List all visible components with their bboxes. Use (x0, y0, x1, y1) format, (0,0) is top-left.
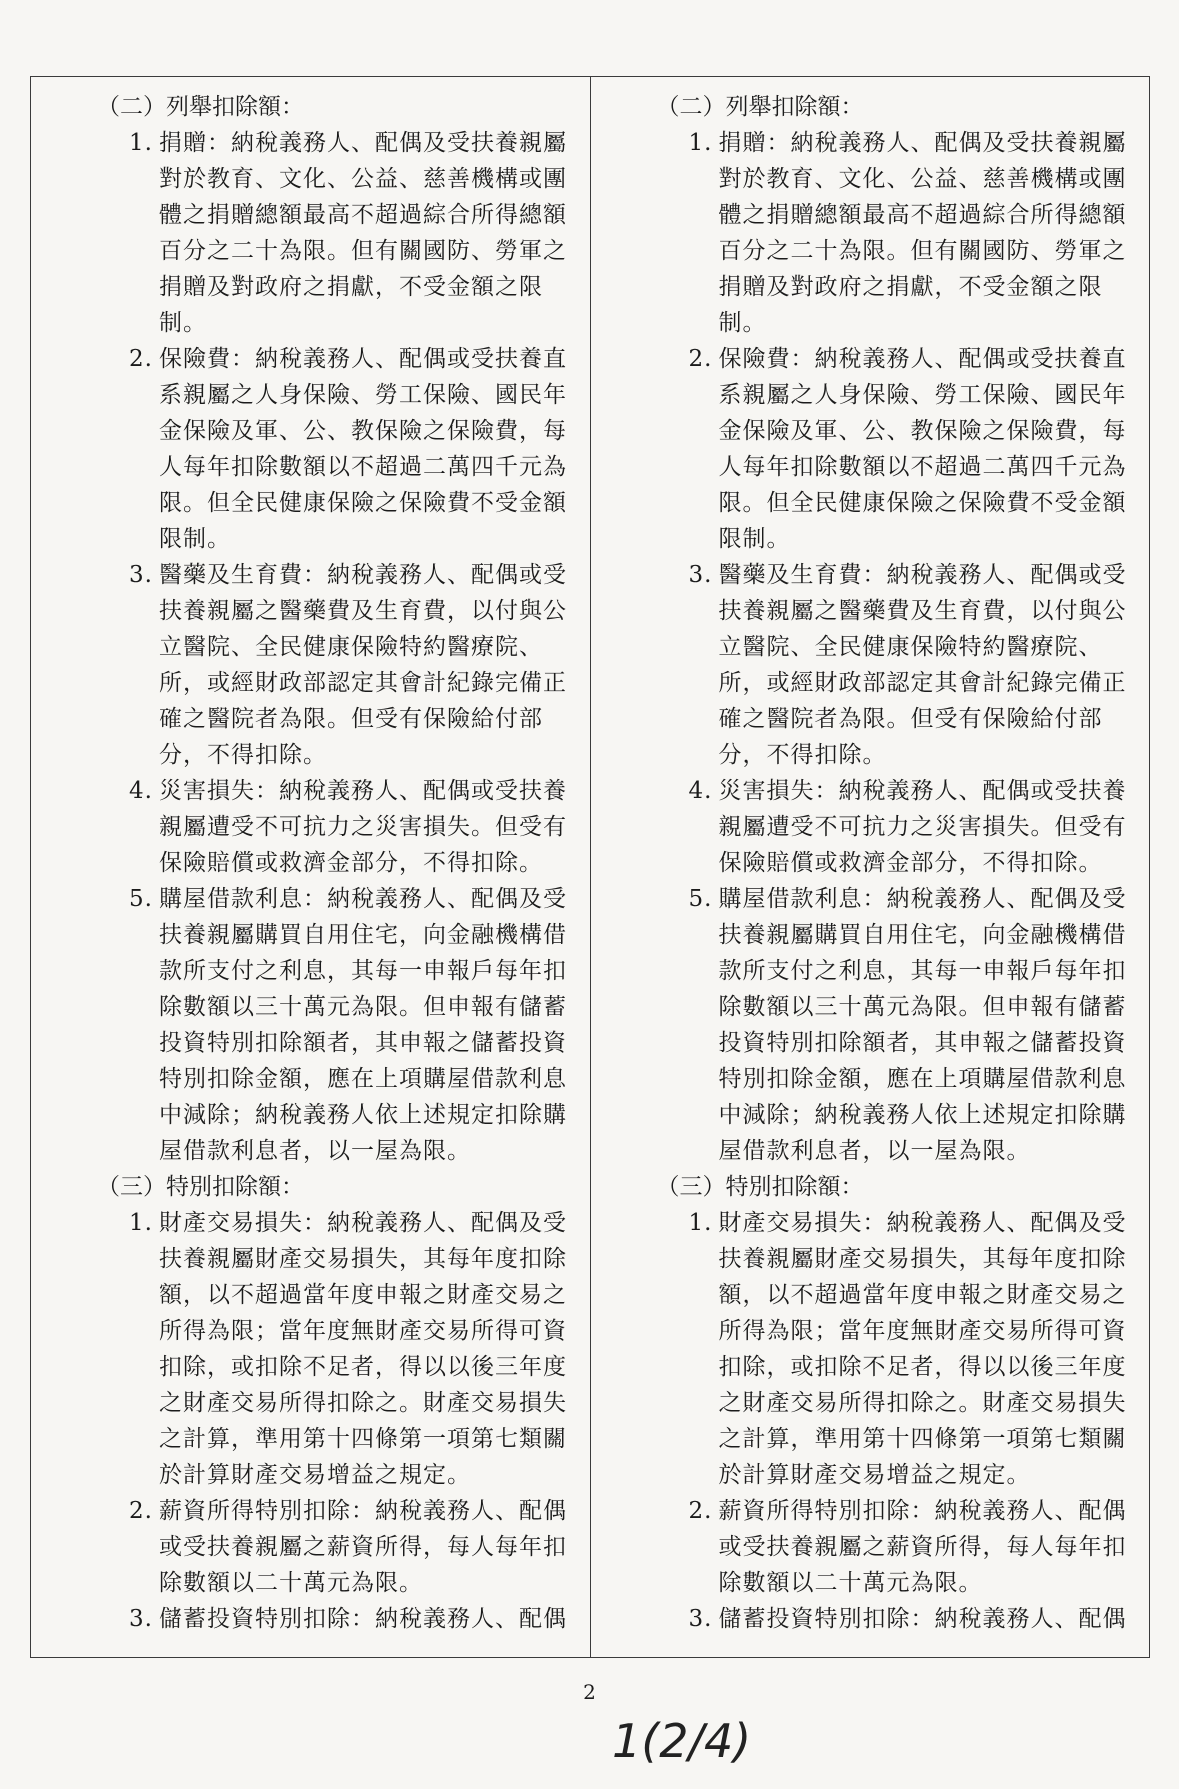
item-text: 購屋借款利息：納稅義務人、配偶及受扶養親屬購買自用住宅，向金融機構借款所支付之利息，其每一申報戶每年扣除數額以三十萬元為限。但申報有儲蓄投資特別扣除額者，其申報之儲蓄投資特別扣除金額，應在上項購屋借款利息中減除；納稅義務人依上述規定扣除購屋借款利息者，以一屋為限。 (718, 886, 1127, 1164)
list-item (129, 557, 576, 773)
item-number: 3. (688, 1606, 713, 1632)
list-item (129, 773, 576, 881)
right-column (590, 77, 1150, 1657)
list-item (129, 881, 576, 1169)
item-number: 2. (688, 346, 713, 372)
item-number: 5. (129, 886, 153, 912)
list-item (689, 1205, 1136, 1493)
list-item (689, 557, 1136, 773)
item-text: 災害損失：納稅義務人、配偶或受扶養親屬遭受不可抗力之災害損失。但受有保險賠償或救濟金部分，不得扣除。 (159, 778, 567, 876)
item-text: 保險費：納稅義務人、配偶或受扶養直系親屬之人身保險、勞工保險、國民年金保險及軍、公、教保險之保險費，每人每年扣除數額以不超過二萬四千元為限。但全民健康保險之保險費不受金額限制。 (159, 346, 567, 552)
list-item (129, 125, 576, 341)
item-text: 儲蓄投資特別扣除：納稅義務人、配偶 (718, 1606, 1127, 1632)
item-text: 儲蓄投資特別扣除：納稅義務人、配偶 (159, 1606, 567, 1632)
item-text: 保險費：納稅義務人、配偶或受扶養直系親屬之人身保險、勞工保險、國民年金保險及軍、公、教保險之保險費，每人每年扣除數額以不超過二萬四千元為限。但全民健康保險之保險費不受金額限制。 (718, 346, 1127, 552)
item-number: 1. (129, 1210, 153, 1236)
item-text: 購屋借款利息：納稅義務人、配偶及受扶養親屬購買自用住宅，向金融機構借款所支付之利息，其每一申報戶每年扣除數額以三十萬元為限。但申報有儲蓄投資特別扣除額者，其申報之儲蓄投資特別扣除金額，應在上項購屋借款利息中減除；納稅義務人依上述規定扣除購屋借款利息者，以一屋為限。 (159, 886, 567, 1164)
handwritten-annotation: 1(2/4) (612, 1714, 752, 1768)
list-item (689, 125, 1136, 341)
list-item (129, 1205, 576, 1493)
section-heading: （三）特別扣除額： (656, 1174, 864, 1200)
item-number: 2. (129, 1498, 153, 1524)
item-number: 3. (688, 562, 713, 588)
item-text: 財產交易損失：納稅義務人、配偶及受扶養親屬財產交易損失，其每年度扣除額，以不超過當年度申報之財產交易之所得為限；當年度無財產交易所得可資扣除，或扣除不足者，得以以後三年度之財產交易所得扣除之。財產交易損失之計算，準用第十四條第一項第七類關於計算財產交易增益之規定。 (159, 1210, 567, 1488)
list-item (689, 1601, 1136, 1637)
item-text: 財產交易損失：納稅義務人、配偶及受扶養親屬財產交易損失，其每年度扣除額，以不超過當年度申報之財產交易之所得為限；當年度無財產交易所得可資扣除，或扣除不足者，得以以後三年度之財產交易所得扣除之。財產交易損失之計算，準用第十四條第一項第七類關於計算財產交易增益之規定。 (718, 1210, 1127, 1488)
item-text: 薪資所得特別扣除：納稅義務人、配偶或受扶養親屬之薪資所得，每人每年扣除數額以二十萬元為限。 (718, 1498, 1127, 1596)
section-heading: （二）列舉扣除額： (97, 94, 304, 120)
section-heading: （三）特別扣除額： (97, 1174, 304, 1200)
item-number: 2. (688, 1498, 713, 1524)
item-number: 2. (129, 346, 153, 372)
item-text: 捐贈：納稅義務人、配偶及受扶養親屬對於教育、文化、公益、慈善機構或團體之捐贈總額最高不超過綜合所得總額百分之二十為限。但有關國防、勞軍之捐贈及對政府之捐獻，不受金額之限制。 (159, 130, 567, 336)
left-column (31, 77, 590, 1657)
item-number: 1. (129, 130, 153, 156)
item-number: 4. (688, 778, 713, 804)
item-number: 3. (129, 1606, 153, 1632)
item-number: 4. (129, 778, 153, 804)
item-number: 1. (688, 130, 713, 156)
list-item (689, 881, 1136, 1169)
list-item (129, 341, 576, 557)
item-text: 醫藥及生育費：納稅義務人、配偶或受扶養親屬之醫藥費及生育費，以付與公立醫院、全民健康保險特約醫療院、所，或經財政部認定其會計紀錄完備正確之醫院者為限。但受有保險給付部分，不得扣除。 (718, 562, 1127, 768)
list-item (129, 1493, 576, 1601)
page-number: 2 (583, 1680, 596, 1704)
section-heading: （二）列舉扣除額： (656, 94, 864, 120)
item-number: 3. (129, 562, 153, 588)
comparison-table (30, 76, 1150, 1658)
item-number: 1. (688, 1210, 713, 1236)
list-item (129, 1601, 576, 1637)
list-item (689, 1493, 1136, 1601)
item-text: 捐贈：納稅義務人、配偶及受扶養親屬對於教育、文化、公益、慈善機構或團體之捐贈總額最高不超過綜合所得總額百分之二十為限。但有關國防、勞軍之捐贈及對政府之捐獻，不受金額之限制。 (718, 130, 1127, 336)
item-text: 醫藥及生育費：納稅義務人、配偶或受扶養親屬之醫藥費及生育費，以付與公立醫院、全民健康保險特約醫療院、所，或經財政部認定其會計紀錄完備正確之醫院者為限。但受有保險給付部分，不得扣除。 (159, 562, 567, 768)
item-number: 5. (688, 886, 713, 912)
list-item (689, 341, 1136, 557)
list-item (689, 773, 1136, 881)
item-text: 薪資所得特別扣除：納稅義務人、配偶或受扶養親屬之薪資所得，每人每年扣除數額以二十萬元為限。 (159, 1498, 567, 1596)
item-text: 災害損失：納稅義務人、配偶或受扶養親屬遭受不可抗力之災害損失。但受有保險賠償或救濟金部分，不得扣除。 (718, 778, 1127, 876)
